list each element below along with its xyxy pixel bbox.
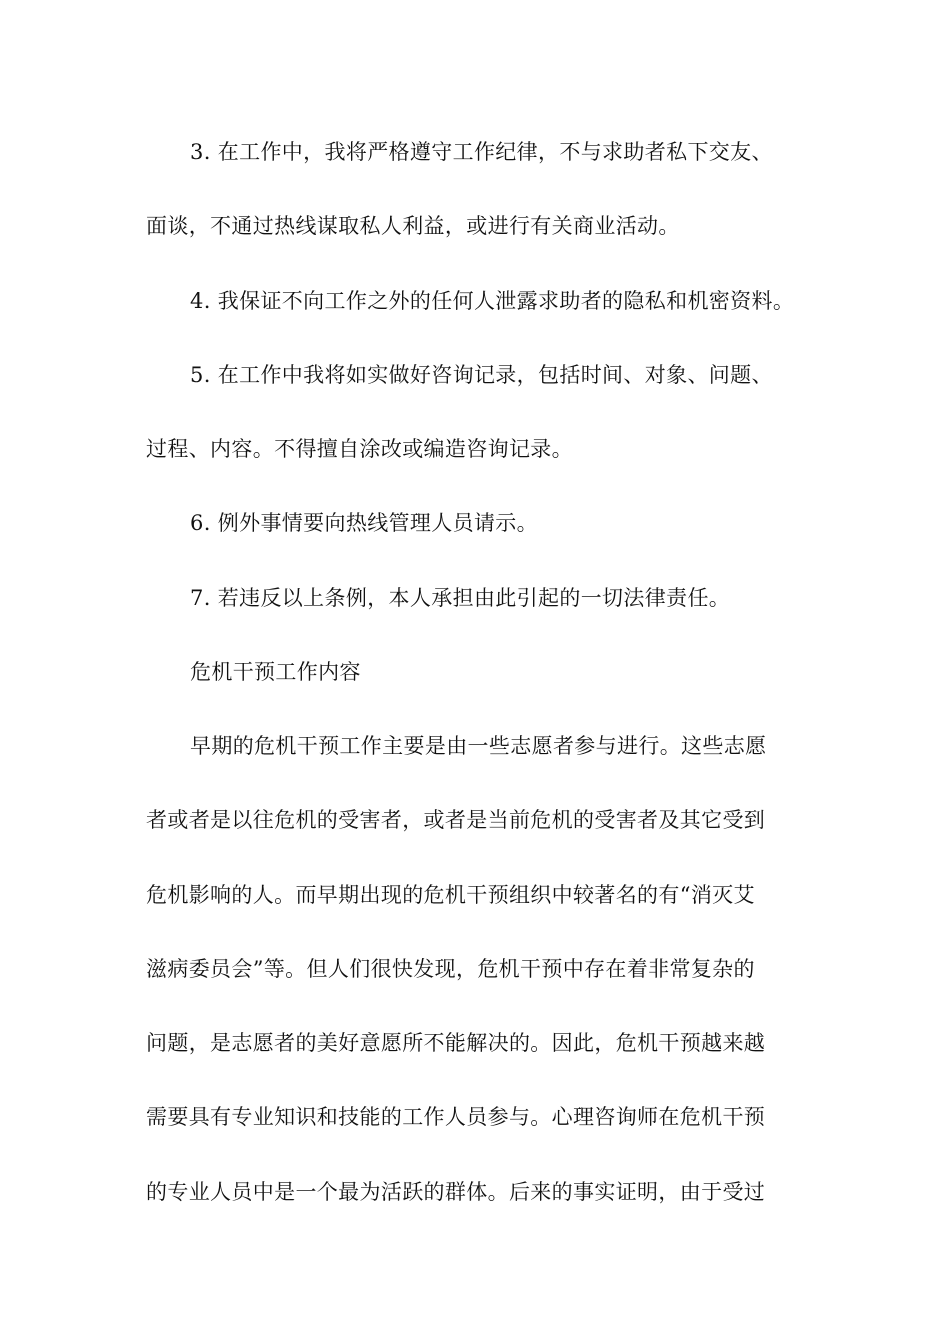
paragraph-line: 4. 我保证不向工作之外的任何人泄露求助者的隐私和机密资料。 — [190, 289, 795, 313]
paragraph-line: 滋病委员会”等。但人们很快发现，危机干预中存在着非常复杂的 — [146, 957, 755, 981]
paragraph-line: 需要具有专业知识和技能的工作人员参与。心理咨询师在危机干预 — [146, 1105, 766, 1129]
paragraph-line: 早期的危机干预工作主要是由一些志愿者参与进行。这些志愿 — [190, 734, 767, 758]
paragraph-line: 者或者是以往危机的受害者，或者是当前危机的受害者及其它受到 — [146, 808, 766, 832]
section-heading: 危机干预工作内容 — [190, 660, 361, 684]
paragraph-line: 6. 例外事情要向热线管理人员请示。 — [190, 511, 539, 535]
paragraph-line: 面谈，不通过热线谋取私人利益，或进行有关商业活动。 — [146, 214, 680, 238]
paragraph-line: 的专业人员中是一个最为活跃的群体。后来的事实证明，由于受过 — [146, 1180, 766, 1204]
paragraph-line: 危机影响的人。而早期出现的危机干预组织中较著名的有“消灭艾 — [146, 883, 755, 907]
paragraph-line: 问题，是志愿者的美好意愿所不能解决的。因此，危机干预越来越 — [146, 1031, 766, 1055]
paragraph-line: 过程、内容。不得擅自涂改或编造咨询记录。 — [146, 437, 573, 461]
paragraph-line: 5. 在工作中我将如实做好咨询记录，包括时间、对象、问题、 — [190, 363, 773, 387]
paragraph-line: 7. 若违反以上条例，本人承担由此引起的一切法律责任。 — [190, 586, 731, 610]
paragraph-line: 3. 在工作中，我将严格遵守工作纪律，不与求助者私下交友、 — [190, 140, 773, 164]
